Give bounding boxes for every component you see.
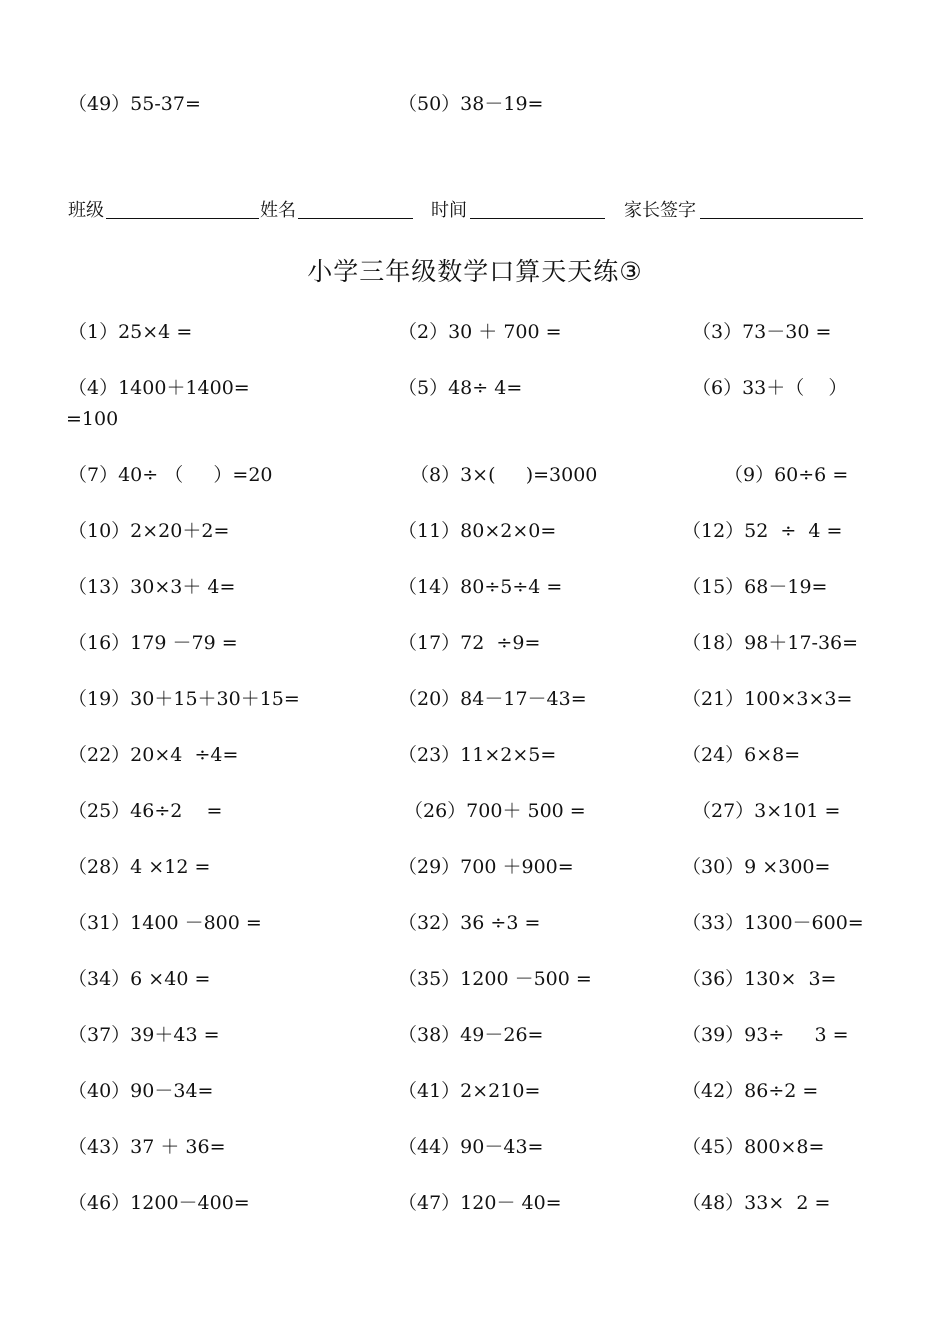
problem-24: （24）6×8= (682, 744, 801, 766)
problem-50: （50）38－19= (398, 93, 544, 115)
problem-17: （17）72 ÷9= (398, 632, 541, 654)
problem-5: （5）48÷ 4= (398, 377, 523, 399)
problem-47: （47）120－ 40= (398, 1192, 562, 1214)
problem-43: （43）37 ＋ 36= (68, 1136, 226, 1158)
parent-sign-label: 家长签字 (624, 200, 696, 221)
problem-25: （25）46÷2 = (68, 800, 223, 822)
problem-18: （18）98＋17-36= (682, 632, 859, 654)
problem-7: （7）40÷ （ ）=20 (68, 464, 273, 486)
problem-31: （31）1400 －800 = (68, 912, 262, 934)
problem-39: （39）93÷ 3 = (682, 1024, 849, 1046)
problem-9: （9）60÷6 = (724, 464, 849, 486)
problem-23: （23）11×2×5= (398, 744, 557, 766)
page-title: 小学三年级数学口算天天练③ (307, 257, 643, 286)
problem-44: （44）90－43= (398, 1136, 544, 1158)
student-info-header (68, 196, 868, 222)
problem-6-continuation: =100 (66, 408, 119, 430)
problem-16: （16）179 －79 = (68, 632, 238, 654)
problem-36: （36）130× 3= (682, 968, 837, 990)
problem-2: （2）30 ＋ 700 = (398, 321, 562, 343)
problem-6: （6）33＋（ ） (692, 377, 848, 399)
problem-26: （26）700＋ 500 = (404, 800, 586, 822)
problem-37: （37）39＋43 = (68, 1024, 220, 1046)
name-blank (298, 218, 413, 219)
parent-sign-blank (700, 218, 863, 219)
problem-3: （3）73－30 = (692, 321, 832, 343)
problem-1: （1）25×4 = (68, 321, 193, 343)
problem-27: （27）3×101 = (692, 800, 841, 822)
problem-14: （14）80÷5÷4 = (398, 576, 563, 598)
problem-48: （48）33× 2 = (682, 1192, 831, 1214)
problem-10: （10）2×20＋2= (68, 520, 230, 542)
problem-38: （38）49－26= (398, 1024, 544, 1046)
time-label: 时间 (431, 200, 467, 221)
problem-4: （4）1400＋1400= (68, 377, 250, 399)
problem-49: （49）55-37= (68, 93, 201, 115)
problem-30: （30）9 ×300= (682, 856, 831, 878)
class-blank (106, 218, 259, 219)
problem-21: （21）100×3×3= (682, 688, 853, 710)
problem-41: （41）2×210= (398, 1080, 541, 1102)
problem-28: （28）4 ×12 = (68, 856, 211, 878)
problem-11: （11）80×2×0= (398, 520, 557, 542)
problem-13: （13）30×3＋ 4= (68, 576, 236, 598)
problem-35: （35）1200 －500 = (398, 968, 592, 990)
time-blank (470, 218, 605, 219)
problem-34: （34）6 ×40 = (68, 968, 211, 990)
problem-8: （8）3×( )=3000 (410, 464, 598, 486)
problem-15: （15）68－19= (682, 576, 828, 598)
problem-22: （22）20×4 ÷4= (68, 744, 239, 766)
problem-29: （29）700 ＋900= (398, 856, 574, 878)
problem-42: （42）86÷2 = (682, 1080, 819, 1102)
name-label: 姓名 (260, 200, 296, 221)
class-label: 班级 (68, 200, 104, 221)
problem-20: （20）84－17－43= (398, 688, 587, 710)
problem-33: （33）1300－600= (682, 912, 864, 934)
problem-45: （45）800×8= (682, 1136, 825, 1158)
problem-32: （32）36 ÷3 = (398, 912, 541, 934)
problem-12: （12）52 ÷ 4 = (682, 520, 843, 542)
problem-46: （46）1200－400= (68, 1192, 250, 1214)
problem-19: （19）30＋15＋30＋15= (68, 688, 300, 710)
problem-40: （40）90－34= (68, 1080, 214, 1102)
